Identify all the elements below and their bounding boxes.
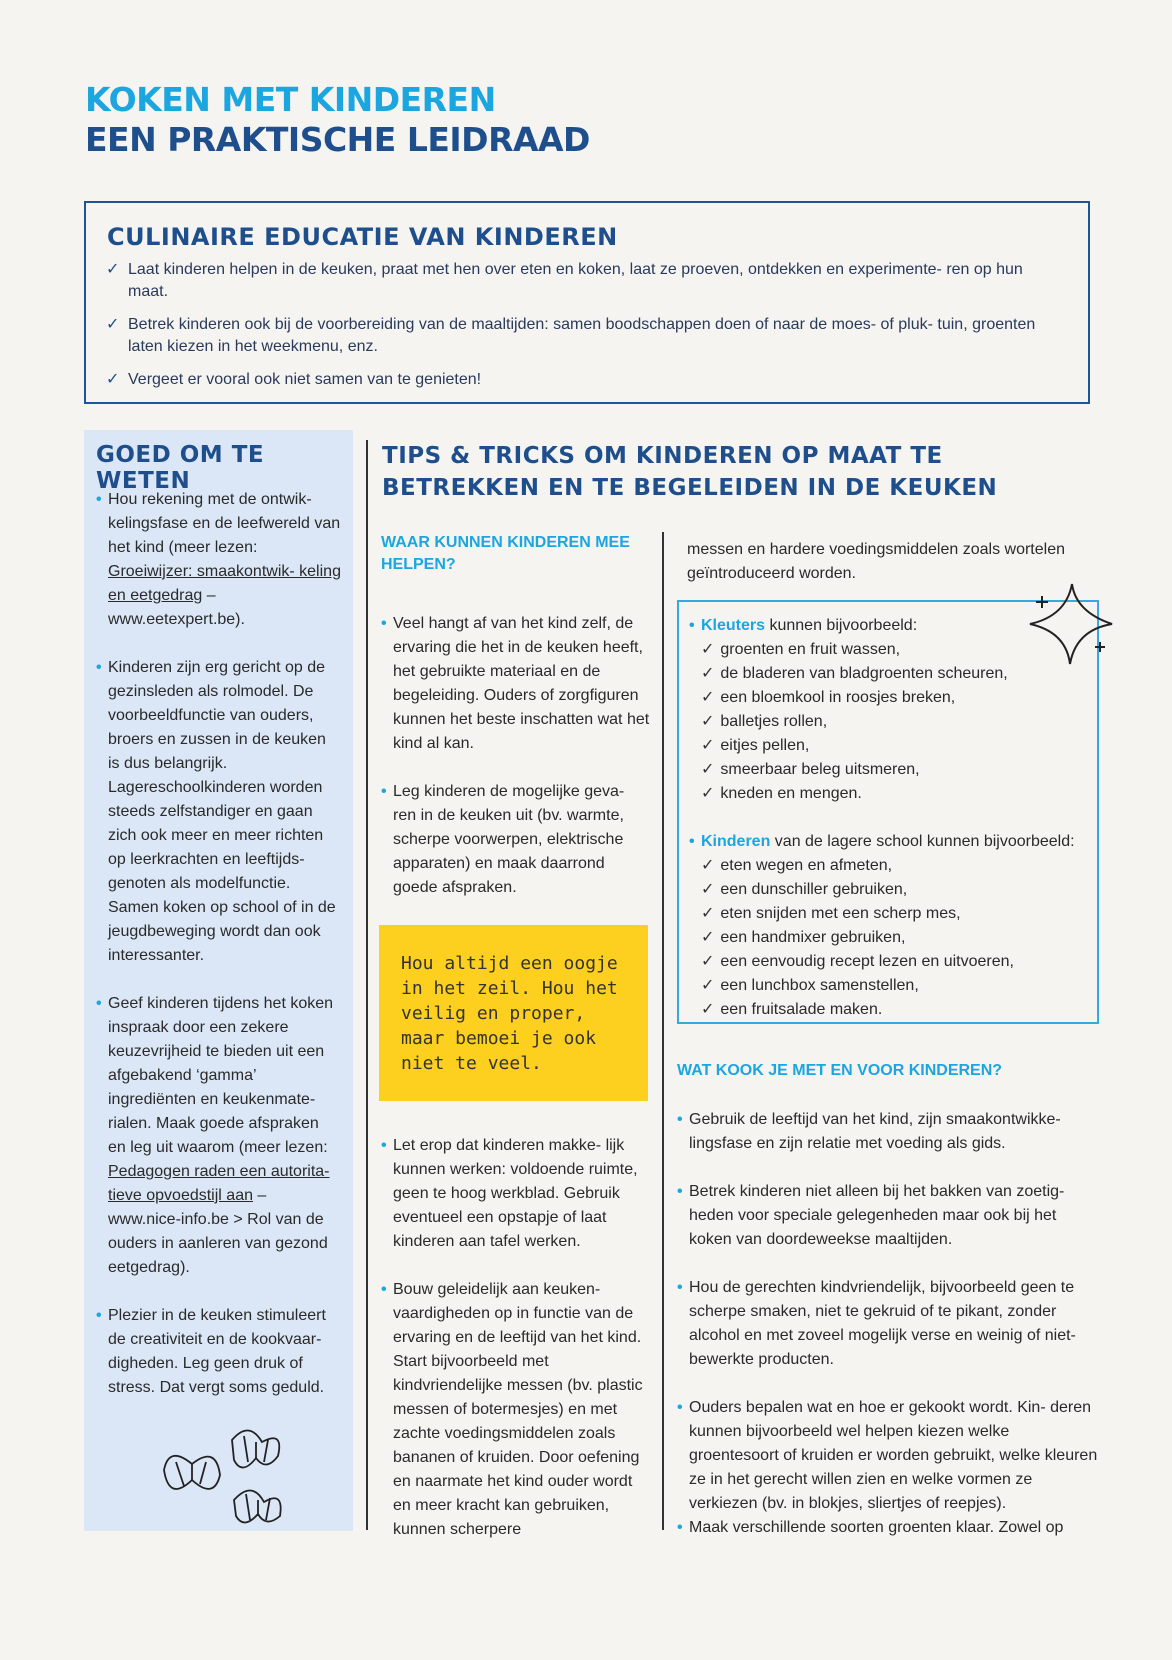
bullet-icon: • — [677, 1279, 683, 1296]
list-item: • Hou de gerechten kindvriendelijk, bijvoorbeeld geen te scherpe smaken, niet te gekruid of te pikant, zonder alcohol en met zoveel mogelijk verse en weinig of niet-bewerkte producten. — [677, 1276, 1102, 1372]
bullet-icon: • — [96, 1307, 102, 1324]
check-item: ✓ de bladeren van bladgroenten scheuren, — [701, 665, 1008, 682]
list-item: • Let erop dat kinderen makke- lijk kunnen werken: voldoende ruimte, geen te hoog werkblad. Gebruik eventueel een opstapje of laat kinderen aan tafel werken. — [381, 1134, 651, 1254]
callout-box — [379, 925, 648, 1101]
list-item: ✓ Laat kinderen helpen in de keuken, praat met hen over eten en koken, laat ze proeven, ontdekken en experimente- ren op hun maat. — [106, 261, 1023, 300]
pasta-bow-icon — [154, 1420, 344, 1530]
list-item: • Kinderen zijn erg gericht op de gezinsleden als rolmodel. De voorbeeldfunctie van ouders, broers en zussen in de keuken is dus belangrijk. Lagereschoolkinderen worden steeds zelfstandiger en gaan zich ook meer en meer richten op leerkrachten en leeftijds- genoten als modelfunctie. Samen koken op school of in de jeugdbeweging wordt dan ook interessanter. — [96, 656, 341, 968]
check-icon: ✓ — [106, 261, 120, 278]
education-box — [84, 201, 1090, 404]
list-item: • Veel hangt af van het kind zelf, de ervaring die het in de keuken heeft, het gebruikte materiaal en de begeleiding. Ouders of zorgfiguren kunnen het beste inschatten wat het kind al kan. — [381, 612, 651, 756]
list-item: • Maak verschillende soorten groenten klaar. Zowel op — [677, 1516, 1102, 1540]
bullet-icon: • — [677, 1519, 683, 1536]
check-item: ✓ balletjes rollen, — [701, 713, 828, 730]
bullet-icon: • — [96, 659, 102, 676]
bullet-icon: • — [689, 617, 695, 634]
bullet-icon: • — [381, 1281, 387, 1298]
list-item: ✓ Vergeet er vooral ook niet samen van te genieten! — [106, 369, 1066, 391]
skills-list — [689, 614, 1093, 1022]
bullet-icon: • — [689, 833, 695, 850]
bullet-icon: • — [96, 995, 102, 1012]
bullet-icon: • — [96, 491, 102, 508]
subheading-help: WAAR KUNNEN KINDEREN MEE HELPEN? — [381, 534, 630, 573]
check-item: ✓ een dunschiller gebruiken, — [701, 881, 908, 898]
title-line-2: EEN PRAKTISCHE LEIDRAAD — [85, 120, 590, 159]
list-item: • Hou rekening met de ontwik- kelingsfase en de leefwereld van het kind (meer lezen: Groeiwijzer: smaakontwik- keling en eetgedrag – www.eetexpert.be). — [96, 488, 341, 632]
check-item: ✓ eitjes pellen, — [701, 737, 810, 754]
bullet-icon: • — [381, 783, 387, 800]
sidebar-good-to-know — [84, 430, 353, 1531]
check-icon: ✓ — [701, 785, 715, 802]
check-icon: ✓ — [701, 929, 715, 946]
check-icon: ✓ — [106, 316, 120, 333]
bullet-icon: • — [381, 1137, 387, 1154]
check-icon: ✓ — [701, 737, 715, 754]
col2-list — [677, 1108, 1102, 1564]
check-icon: ✓ — [701, 665, 715, 682]
list-item: • Betrek kinderen niet alleen bij het bakken van zoetig- heden voor speciale gelegenheden maar ook bij het koken van doordeweekse maaltijden. — [677, 1180, 1102, 1252]
check-icon: ✓ — [701, 713, 715, 730]
check-item: ✓ een eenvoudig recept lezen en uitvoeren, — [701, 953, 1014, 970]
subheading-cook: WAT KOOK JE MET EN VOOR KINDEREN? — [677, 1062, 1003, 1079]
bullet-icon: • — [677, 1183, 683, 1200]
check-item: ✓ eten snijden met een scherp mes, — [701, 905, 961, 922]
list-item: • Geef kinderen tijdens het koken inspraak door een zekere keuzevrijheid te bieden uit een afgebakend ‘gamma’ ingrediënten en keukenmate- rialen. Maak goede afspraken en leg uit waarom (meer lezen: Pedagogen raden een autorita- tieve opvoedstijl aan – www.nice-info.be > Rol van de ouders in aanleren van gezond eetgedrag). — [96, 992, 341, 1280]
check-item: ✓ een bloemkool in roosjes breken, — [701, 689, 956, 706]
check-icon: ✓ — [701, 905, 715, 922]
list-item: • Leg kinderen de mogelijke geva- ren in de keuken uit (bv. warmte, scherpe voorwerpen, elektrische apparaten) en maak daarrond goede afspraken. — [381, 780, 651, 900]
col2-intro: messen en hardere voedingsmiddelen zoals wortelen geïntroduceerd worden. — [687, 541, 1065, 582]
title-line-1: KOKEN MET KINDEREN — [85, 80, 496, 119]
bullet-icon: • — [677, 1399, 683, 1416]
list-item: • Bouw geleidelijk aan keuken- vaardigheden op in functie van de ervaring en de leeftijd van het kind. Start bijvoorbeeld met kindvriendelijke messen (bv. plastic messen of botermesjes) en met zachte voedingsmiddelen zoals bananen of kruiden. Door oefening en naarmate het kind ouder wordt en meer kracht kan gebruiken, kunnen scherpere — [381, 1278, 651, 1542]
list-item: ✓ Betrek kinderen ook bij de voorbereiding van de maaltijden: samen boodschappen doen of naar de moes- of pluk- tuin, groenten laten kiezen in het weekmenu, enz. — [106, 316, 1036, 355]
bullet-icon: • — [677, 1111, 683, 1128]
divider — [662, 532, 664, 1530]
tips-title: TIPS & TRICKS OM KINDEREN OP MAAT TE BETREKKEN EN TE BEGELEIDEN IN DE KEUKEN — [382, 443, 998, 501]
check-icon: ✓ — [701, 1001, 715, 1018]
col1-list-bottom — [381, 1134, 651, 1566]
check-item: ✓ een handmixer gebruiken, — [701, 929, 906, 946]
list-item: • Kinderen van de lagere school kunnen bijvoorbeeld: — [689, 830, 1093, 854]
callout-text: Hou altijd een oogje in het zeil. Hou het veilig en proper, maar bemoei je ook niet te veel. — [401, 953, 618, 1074]
sparkle-icon — [1022, 578, 1122, 670]
check-icon: ✓ — [701, 641, 715, 658]
check-icon: ✓ — [701, 761, 715, 778]
check-item: ✓ groenten en fruit wassen, — [701, 641, 901, 658]
check-icon: ✓ — [701, 977, 715, 994]
check-icon: ✓ — [701, 857, 715, 874]
link-pedagogen[interactable]: Pedagogen raden een autorita- tieve opvoedstijl aan — [108, 1163, 330, 1204]
education-list — [106, 259, 1066, 402]
link-groeiwijzer[interactable]: Groeiwijzer: smaakontwik- keling en eetgedrag — [108, 563, 341, 604]
divider — [366, 440, 368, 1530]
check-item: ✓ een fruitsalade maken. — [701, 1001, 883, 1018]
check-icon: ✓ — [701, 689, 715, 706]
bullet-icon: • — [381, 615, 387, 632]
check-icon: ✓ — [106, 371, 120, 388]
list-item: • Ouders bepalen wat en hoe er gekookt wordt. Kin- deren kunnen bijvoorbeeld wel helpen kiezen welke groentesoort of kruiden er worden gebruikt, welke kleuren ze in het gerecht willen zien en welke vormen ze verkiezen (bv. in blokjes, sliertjes of reepjes). — [677, 1396, 1102, 1516]
check-item: ✓ smeerbaar beleg uitsmeren, — [701, 761, 920, 778]
list-item: • Gebruik de leeftijd van het kind, zijn smaakontwikke- lingsfase en zijn relatie met voeding als gids. — [677, 1108, 1102, 1156]
check-item: ✓ kneden en mengen. — [701, 785, 862, 802]
check-item: ✓ eten wegen en afmeten, — [701, 857, 893, 874]
sidebar-list — [96, 488, 341, 1424]
sidebar-title: GOED OM TE WETEN — [96, 442, 265, 494]
education-title: CULINAIRE EDUCATIE VAN KINDEREN — [107, 223, 618, 251]
check-item: ✓ een lunchbox samenstellen, — [701, 977, 919, 994]
col1-list-top — [381, 612, 651, 924]
page-title — [85, 80, 590, 160]
list-item: • Kleuters kunnen bijvoorbeeld: — [689, 614, 1093, 638]
check-icon: ✓ — [701, 881, 715, 898]
list-item: • Plezier in de keuken stimuleert de creativiteit en de kookvaar- digheden. Leg geen druk of stress. Dat vergt soms geduld. — [96, 1304, 341, 1400]
check-icon: ✓ — [701, 953, 715, 970]
